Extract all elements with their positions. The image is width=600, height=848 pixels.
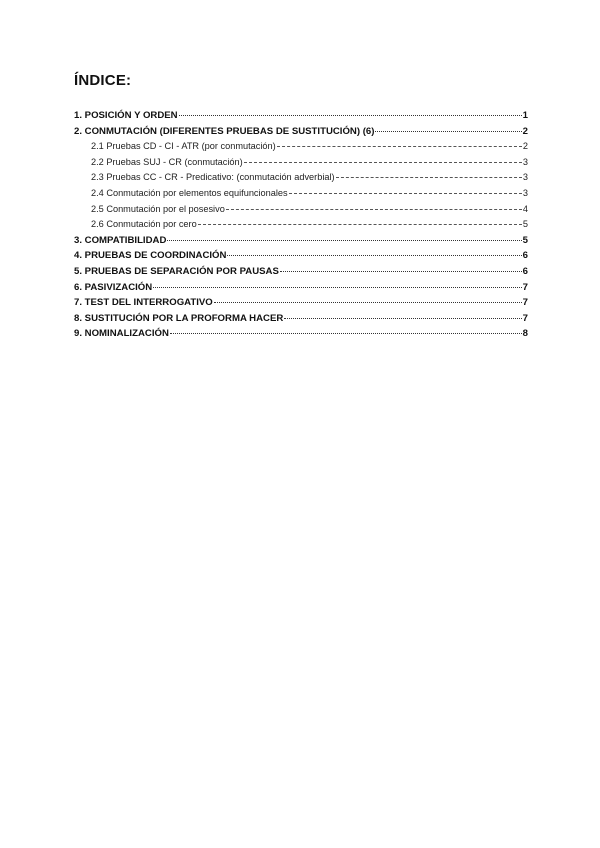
dot-leader <box>277 146 522 147</box>
toc-entry-label: 9. NOMINALIZACIÓN <box>74 328 169 340</box>
toc-entry-label: 2. CONMUTACIÓN (DIFERENTES PRUEBAS DE SUSTITUCIÓN) (6) <box>74 125 375 137</box>
toc-entry-2-4[interactable] <box>74 186 528 202</box>
toc-entry-label: 3. COMPATIBILIDAD <box>74 234 167 246</box>
dot-leader <box>336 177 522 178</box>
dot-leader <box>214 302 522 303</box>
toc-page-number: 7 <box>522 297 528 309</box>
toc-entry-5[interactable] <box>74 264 528 280</box>
dot-leader <box>375 131 521 132</box>
toc-entry-2-6[interactable] <box>74 217 528 233</box>
toc-entry-2-1[interactable] <box>74 139 528 155</box>
toc-page-number: 6 <box>522 265 528 277</box>
toc-entry-label: 5. PRUEBAS DE SEPARACIÓN POR PAUSAS <box>74 265 279 277</box>
toc-entry-7[interactable] <box>74 295 528 311</box>
table-of-contents <box>74 108 528 342</box>
toc-entry-3[interactable] <box>74 233 528 249</box>
toc-entry-label: 1. POSICIÓN Y ORDEN <box>74 110 178 121</box>
toc-entry-label: 4. PRUEBAS DE COORDINACIÓN <box>74 250 227 262</box>
dot-leader <box>280 271 522 272</box>
toc-entry-8[interactable] <box>74 311 528 327</box>
index-title: ÍNDICE: <box>74 72 132 89</box>
toc-entry-2-2[interactable] <box>74 155 528 171</box>
dot-leader <box>227 255 521 256</box>
toc-page-number: 1 <box>522 110 528 121</box>
toc-entry-1[interactable] <box>74 108 528 124</box>
toc-entry-2-3[interactable] <box>74 170 528 186</box>
toc-page-number: 2 <box>522 125 528 137</box>
toc-page-number: 5 <box>522 234 528 246</box>
toc-entry-label: 8. SUSTITUCIÓN POR LA PROFORMA HACER <box>74 312 284 324</box>
toc-entry-label: 6. PASIVIZACIÓN <box>74 281 153 293</box>
toc-entry-4[interactable] <box>74 248 528 264</box>
toc-page-number: 7 <box>522 312 528 324</box>
toc-entry-label: 2.5 Conmutación por el posesivo <box>91 203 225 214</box>
toc-entry-label: 2.2 Pruebas SUJ - CR (conmutación) <box>91 156 243 167</box>
toc-page-number: 3 <box>522 172 528 183</box>
toc-entry-9[interactable] <box>74 326 528 342</box>
toc-entry-label: 2.4 Conmutación por elementos equifuncionales <box>91 187 288 198</box>
dot-leader <box>289 193 522 194</box>
dot-leader <box>198 224 522 225</box>
dot-leader <box>244 162 522 163</box>
dot-leader <box>284 318 521 319</box>
dot-leader <box>170 333 522 334</box>
toc-entry-label: 2.1 Pruebas CD - CI - ATR (por conmutación) <box>91 141 276 152</box>
toc-entry-2[interactable] <box>74 124 528 140</box>
toc-page-number: 5 <box>522 219 528 230</box>
toc-entry-label: 2.6 Conmutación por cero <box>91 219 197 230</box>
toc-entry-2-5[interactable] <box>74 202 528 218</box>
toc-page-number: 3 <box>522 187 528 198</box>
toc-entry-label: 7. TEST DEL INTERROGATIVO <box>74 297 213 309</box>
toc-page-number: 4 <box>522 203 528 214</box>
toc-page-number: 7 <box>522 281 528 293</box>
dot-leader <box>226 209 522 210</box>
toc-entry-label: 2.3 Pruebas CC - CR - Predicativo: (conmutación adverbial) <box>91 172 335 183</box>
toc-entry-6[interactable] <box>74 280 528 296</box>
toc-page-number: 6 <box>522 250 528 262</box>
dot-leader <box>153 287 521 288</box>
dot-leader <box>179 115 522 116</box>
toc-page-number: 3 <box>522 156 528 167</box>
toc-page-number: 2 <box>522 141 528 152</box>
toc-page-number: 8 <box>522 328 528 340</box>
dot-leader <box>167 240 521 241</box>
